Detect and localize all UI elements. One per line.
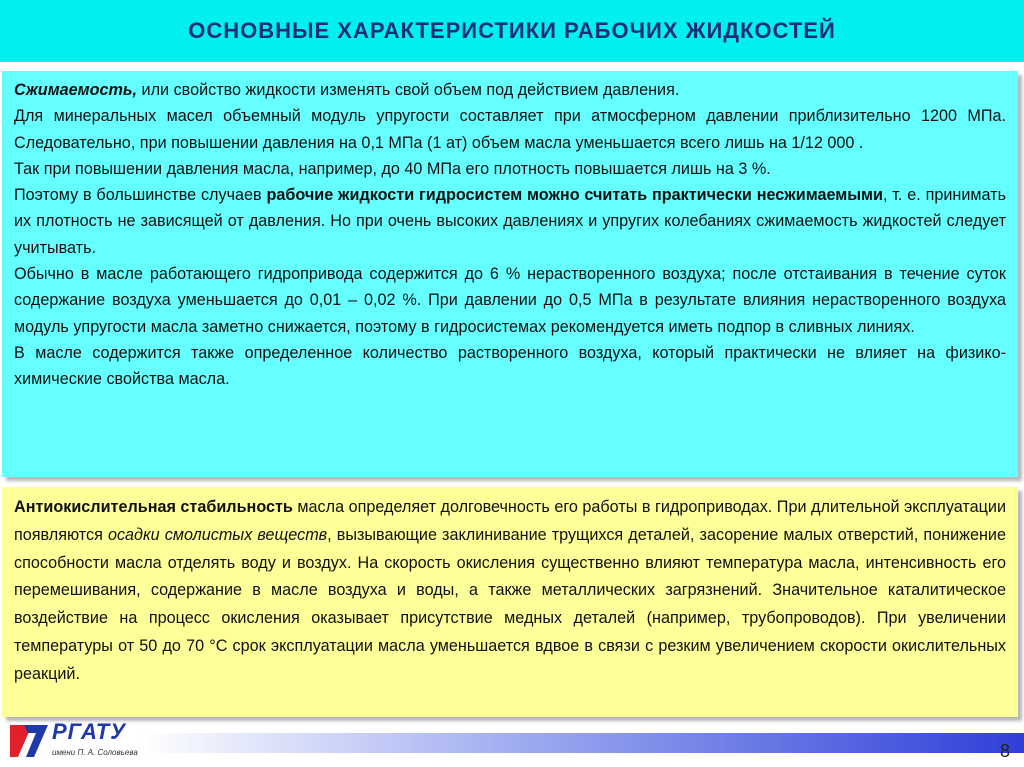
oxidation-text-1: масла определяет долговечность его работы в гидроприводах. При длительной эксплуатации появляются xyxy=(14,498,1006,544)
oxidation-stability-term: Антиокислительная стабильность xyxy=(14,498,293,516)
footer-gradient-bar xyxy=(140,733,1024,753)
compressibility-definition-text: или свойство жидкости изменять свой объем под действием давления. xyxy=(137,81,680,99)
page-number: 8 xyxy=(999,741,1010,761)
title-bar xyxy=(0,0,1024,62)
incompressible-tail: , т. е. принимать их плотность не зависящей от давления. Но при очень высоких давлениях и упругих колебаниях сжимаемость жидкостей следует учитывать. xyxy=(14,186,1006,257)
incompressible-lead: Поэтому в большинстве случаев xyxy=(14,186,267,205)
bulk-modulus-paragraph: Для минеральных масел объемный модуль упругости составляет при атмосферном давлении приблизительно 1200 МПа. Следовательно, при повышении давления на 0,1 МПа (1 ат) объем масла уменьшается всего лишь на 1/12 000 . xyxy=(14,107,1006,152)
oxidation-text-2: , вызывающие заклинивание трущихся деталей, засорение малых отверстий, понижение способности масла отделять воду и воздух. На скорость окисления существенно влияют температура масла, интенсивность его перемешивания, содержание в масле воздуха и воды, а также металлических загрязнений. Значительное каталитическое воздействие на процесс окисления оказывает присутствие медных деталей (например, трубопроводов). При увеличении температуры от 50 до 70 °С срок эксплуатации масла уменьшается вдвое в связи с резким увеличением скорости окислительных реакций. xyxy=(14,525,1006,683)
university-logo xyxy=(8,719,158,765)
oxidation-stability-paragraph xyxy=(14,494,1006,689)
incompressible-emphasis: рабочие жидкости гидросистем можно считать практически несжимаемыми xyxy=(266,186,883,205)
incompressible-paragraph xyxy=(14,182,1006,261)
density-paragraph: Так при повышении давления масла, например, до 40 МПа его плотность повышается лишь на 3 %. xyxy=(14,159,771,178)
undissolved-air-paragraph: Обычно в масле работающего гидропривода содержится до 6 % нерастворенного воздуха; после отстаивания в течение суток содержание воздуха уменьшается до 0,01 – 0,02 %. При давлении до 0,5 МПа в результате влияния нерастворенного воздуха модуль упругости масла заметно снижается, поэтому в гидросистемах рекомендуется иметь подпор в сливных линиях. xyxy=(14,265,1006,336)
logo-text: РГАТУ xyxy=(52,719,127,744)
resin-deposits-italic: осадки смолистых веществ xyxy=(107,525,328,544)
dissolved-air-paragraph: В масле содержится также определенное количество растворенного воздуха, который практически не влияет на физико-химические свойства масла. xyxy=(14,343,1006,389)
oxidation-stability-panel xyxy=(2,487,1018,717)
logo-subtitle: имени П. А. Соловьева xyxy=(52,748,138,757)
slide-title: ОСНОВНЫЕ ХАРАКТЕРИСТИКИ РАБОЧИХ ЖИДКОСТЕЙ xyxy=(188,18,836,43)
logo-emblem-icon xyxy=(8,721,50,761)
compressibility-term: Сжимаемость, xyxy=(14,81,138,99)
compressibility-definition xyxy=(14,77,1006,103)
compressibility-panel xyxy=(2,71,1018,477)
